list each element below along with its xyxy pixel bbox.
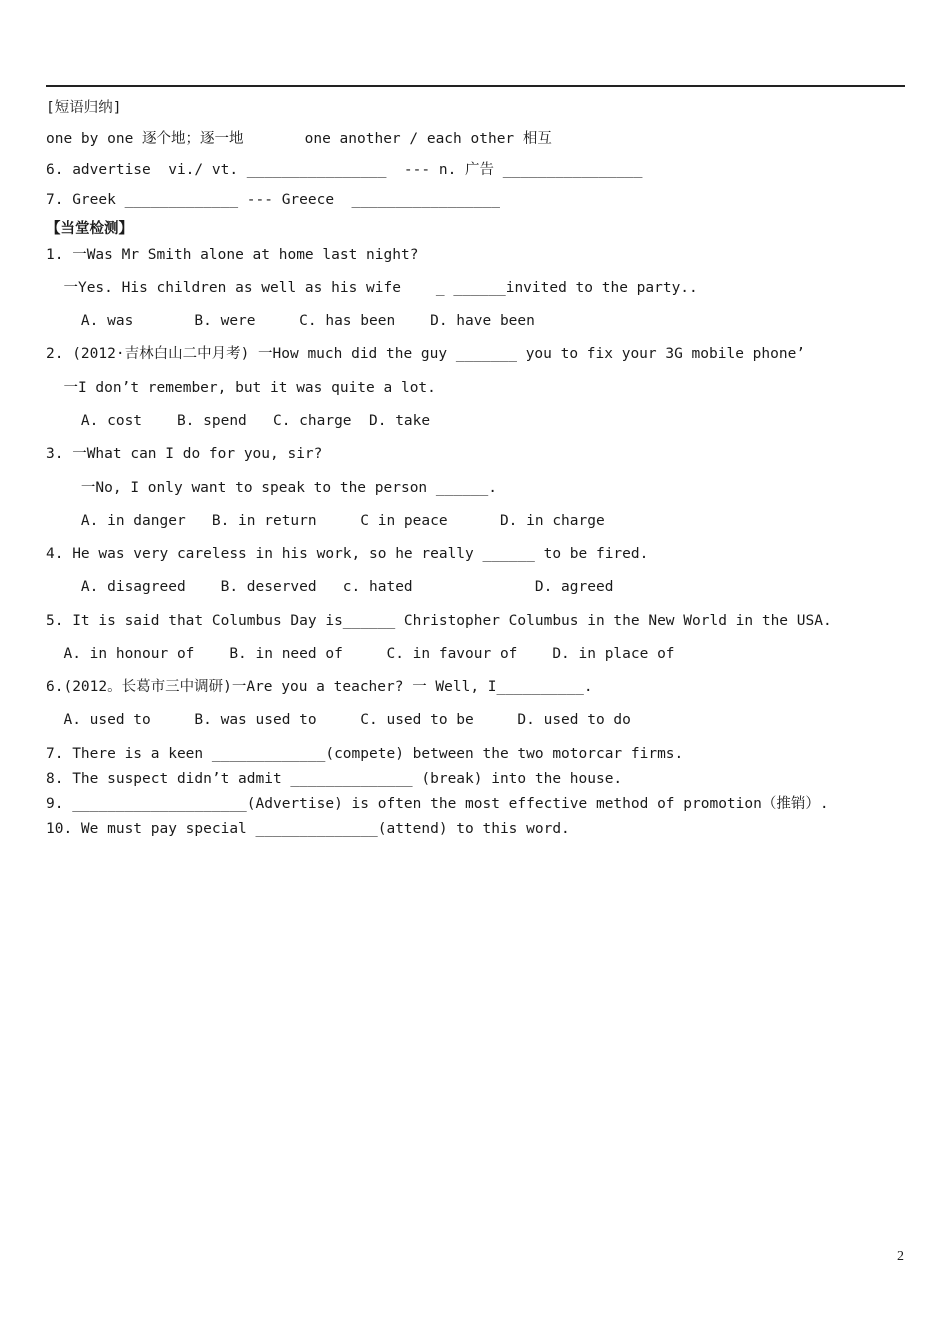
fill-in-7: 7. There is a keen _____________(compete) between the two motorcar firms. bbox=[46, 746, 684, 762]
question-1-continuation: 一Yes. His children as well as his wife _ ______invited to the party.. bbox=[46, 280, 698, 296]
fill-in-10: 10. We must pay special ______________(attend) to this word. bbox=[46, 821, 570, 837]
header-rule bbox=[46, 85, 905, 87]
question-1-options: A. was B. were C. has been D. have been bbox=[46, 313, 535, 329]
page-number: 2 bbox=[897, 1249, 904, 1264]
question-2-continuation: 一I don’t remember, but it was quite a lot. bbox=[46, 380, 436, 396]
phrase-line-7: 7. Greek _____________ --- Greece _________________ bbox=[46, 192, 500, 208]
fill-in-9: 9. ____________________(Advertise) is often the most effective method of promotion（推销）. bbox=[46, 796, 829, 812]
question-3-options: A. in danger B. in return C in peace D. in charge bbox=[46, 513, 605, 529]
question-3: 3. 一What can I do for you, sir? bbox=[46, 446, 323, 462]
question-4-options: A. disagreed B. deserved c. hated D. agreed bbox=[46, 579, 614, 595]
question-2: 2. (2012·吉林白山二中月考) 一How much did the guy _______ you to fix your 3G mobile phone’ bbox=[46, 346, 806, 362]
question-5-options: A. in honour of B. in need of C. in favour of D. in place of bbox=[46, 646, 675, 662]
question-3-continuation: 一No, I only want to speak to the person ______. bbox=[46, 480, 497, 496]
fill-in-8: 8. The suspect didn’t admit ______________ (break) into the house. bbox=[46, 771, 623, 787]
question-2-options: A. cost B. spend C. charge D. take bbox=[46, 413, 431, 429]
phrase-line-1: one by one 逐个地；逐一地 one another / each other 相互 bbox=[46, 131, 552, 147]
section-title: 【当堂检测】 bbox=[46, 221, 133, 237]
question-6-options: A. used to B. was used to C. used to be D. used to do bbox=[46, 712, 631, 728]
phrases-heading: [短语归纳] bbox=[46, 100, 122, 116]
question-1: 1. 一Was Mr Smith alone at home last night? bbox=[46, 247, 419, 263]
question-6: 6.(2012。长葛市三中调研)一Are you a teacher? 一 Well, I__________. bbox=[46, 679, 593, 695]
question-5: 5. It is said that Columbus Day is______ Christopher Columbus in the New World in the USA. bbox=[46, 613, 832, 629]
phrase-line-6: 6. advertise vi./ vt. ________________ --- n. 广告 ________________ bbox=[46, 162, 643, 178]
question-4: 4. He was very careless in his work, so he really ______ to be fired. bbox=[46, 546, 649, 562]
